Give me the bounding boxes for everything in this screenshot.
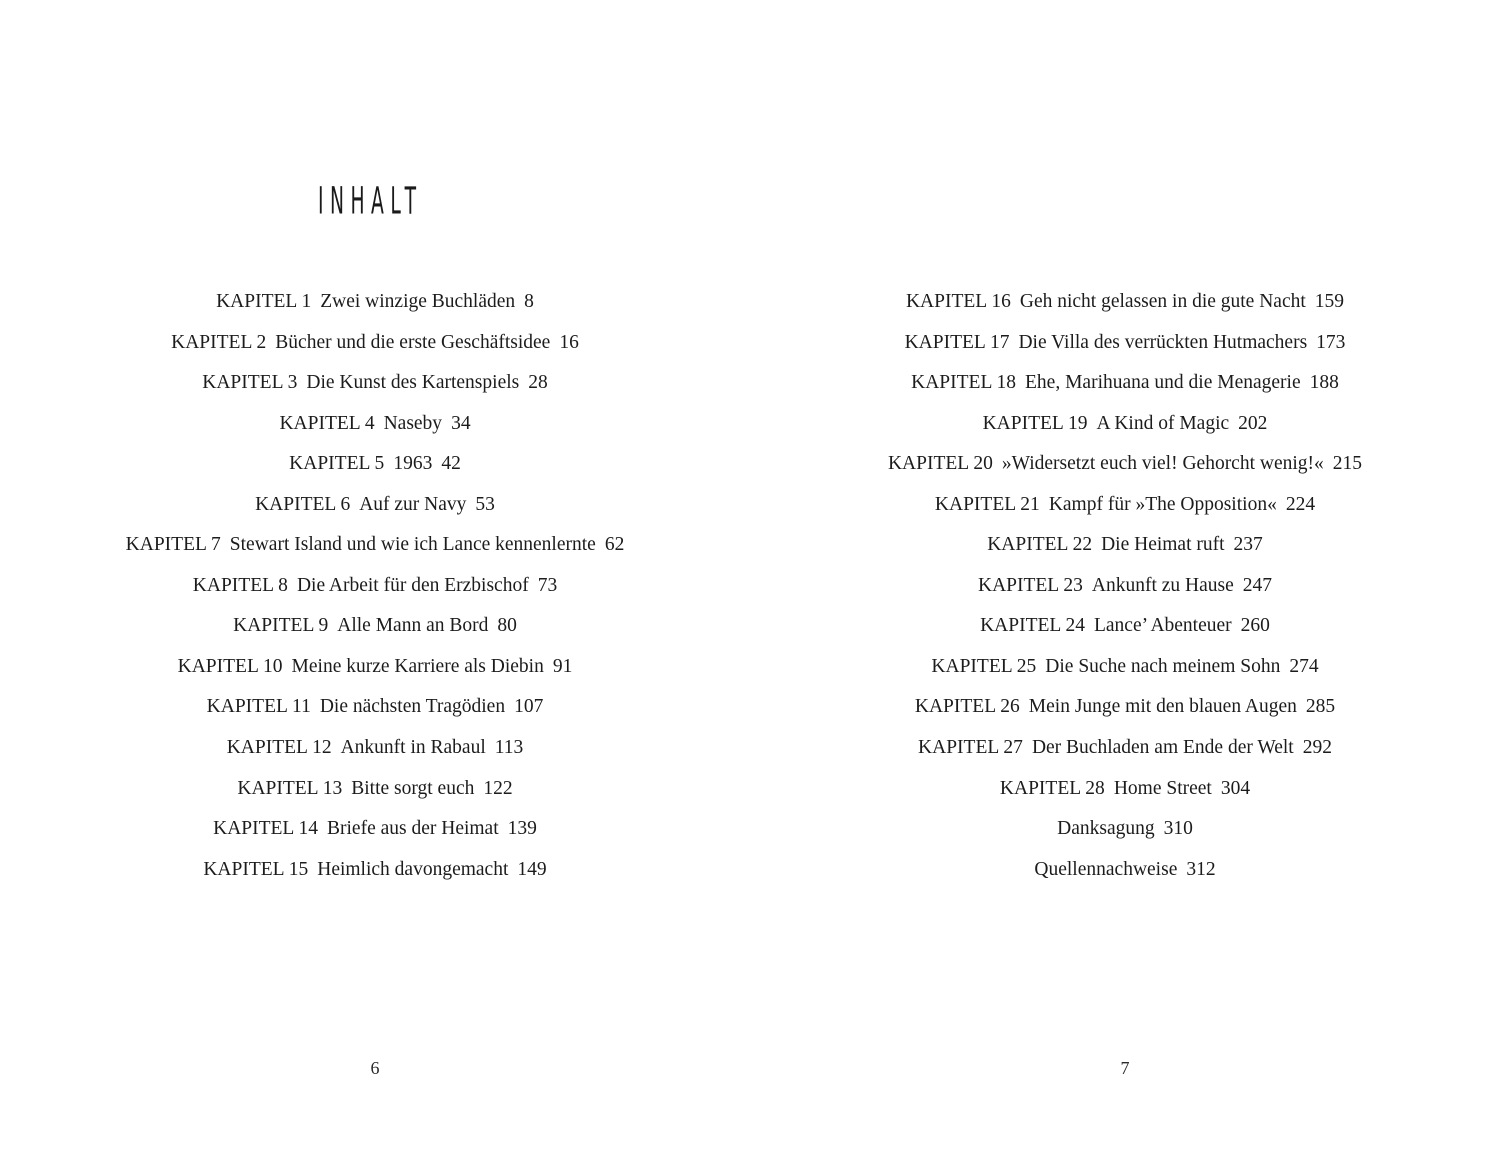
chapter-page-number: 139 bbox=[507, 818, 537, 840]
chapter-page-number: 73 bbox=[537, 574, 558, 596]
chapter-label: KAPITEL 7 bbox=[125, 534, 221, 556]
toc-entry bbox=[0, 850, 750, 891]
chapter-title: Der Buchladen am Ende der Welt bbox=[1031, 737, 1294, 759]
chapter-label: KAPITEL 22 bbox=[987, 534, 1093, 556]
toc-entry bbox=[750, 566, 1500, 607]
toc-entry bbox=[0, 687, 750, 728]
chapter-title: Bücher und die erste Geschäftsidee bbox=[275, 331, 551, 353]
toc-entry bbox=[0, 606, 750, 647]
chapter-label: KAPITEL 4 bbox=[279, 412, 375, 434]
page-number-left: 6 bbox=[370, 1058, 380, 1078]
chapter-label: KAPITEL 8 bbox=[192, 574, 288, 596]
chapter-page-number: 274 bbox=[1289, 655, 1319, 677]
chapter-page-number: 113 bbox=[494, 737, 524, 759]
chapter-label: KAPITEL 17 bbox=[904, 331, 1010, 353]
chapter-page-number: 107 bbox=[514, 696, 544, 718]
chapter-label: KAPITEL 5 bbox=[289, 453, 385, 475]
chapter-label: KAPITEL 12 bbox=[226, 737, 332, 759]
chapter-title: Quellennachweise bbox=[1034, 858, 1178, 880]
chapter-title: Die nächsten Tragödien bbox=[319, 696, 506, 718]
chapter-label: KAPITEL 6 bbox=[255, 493, 351, 515]
chapter-label: KAPITEL 3 bbox=[202, 372, 298, 394]
chapter-title: Die Heimat ruft bbox=[1101, 534, 1225, 556]
chapter-label: KAPITEL 2 bbox=[171, 331, 267, 353]
chapter-page-number: 122 bbox=[483, 777, 513, 799]
chapter-page-number: 260 bbox=[1240, 615, 1270, 637]
toc-entry bbox=[750, 606, 1500, 647]
chapter-title: Geh nicht gelassen in die gute Nacht bbox=[1019, 291, 1306, 312]
chapter-label: KAPITEL 1 bbox=[216, 291, 312, 312]
chapter-label: KAPITEL 23 bbox=[977, 574, 1083, 596]
page-number-right: 7 bbox=[1120, 1058, 1130, 1078]
chapter-page-number: 310 bbox=[1163, 818, 1193, 840]
toc-entry bbox=[750, 525, 1500, 566]
toc-entry bbox=[0, 363, 750, 404]
chapter-page-number: 34 bbox=[451, 412, 471, 434]
chapter-title: Bitte sorgt euch bbox=[351, 777, 475, 799]
chapter-page-number: 16 bbox=[559, 331, 579, 353]
toc-entry bbox=[750, 769, 1500, 810]
chapter-label: KAPITEL 28 bbox=[999, 777, 1105, 799]
chapter-title: Die Villa des verrückten Hutmachers bbox=[1018, 331, 1308, 353]
chapter-label: KAPITEL 18 bbox=[911, 372, 1017, 394]
chapter-page-number: 149 bbox=[517, 858, 547, 880]
toc-entry bbox=[750, 647, 1500, 688]
chapter-page-number: 42 bbox=[441, 453, 461, 475]
chapter-title: Home Street bbox=[1113, 777, 1212, 799]
chapter-title: Kampf für »The Opposition« bbox=[1048, 493, 1277, 515]
chapter-label: KAPITEL 16 bbox=[905, 291, 1011, 312]
chapter-label: KAPITEL 10 bbox=[177, 655, 283, 677]
chapter-label: KAPITEL 27 bbox=[918, 737, 1023, 759]
toc-entry bbox=[0, 282, 750, 323]
chapter-page-number: 53 bbox=[475, 493, 495, 515]
toc-entry bbox=[750, 728, 1500, 769]
toc-entry bbox=[0, 485, 750, 526]
toc-entry bbox=[0, 444, 750, 485]
chapter-label: KAPITEL 20 bbox=[887, 453, 993, 475]
toc-entry bbox=[750, 809, 1500, 850]
chapter-title: Ankunft zu Hause bbox=[1091, 574, 1234, 596]
chapter-title: Heimlich davongemacht bbox=[317, 858, 509, 880]
chapter-title: Mein Junge mit den blauen Augen bbox=[1028, 696, 1297, 718]
chapter-label: KAPITEL 25 bbox=[931, 655, 1037, 677]
chapter-title: Lance’ Abenteuer bbox=[1093, 615, 1232, 637]
chapter-page-number: 292 bbox=[1302, 737, 1332, 759]
toc-entry bbox=[750, 282, 1500, 323]
chapter-title: Stewart Island und wie ich Lance kennenlernte bbox=[229, 534, 596, 556]
chapter-title: Die Suche nach meinem Sohn bbox=[1045, 655, 1281, 677]
chapter-title: Auf zur Navy bbox=[359, 493, 467, 515]
toc-entry bbox=[750, 404, 1500, 445]
chapter-title: Die Arbeit für den Erzbischof bbox=[296, 574, 529, 596]
chapter-page-number: 285 bbox=[1305, 696, 1336, 718]
chapter-title: Briefe aus der Heimat bbox=[327, 818, 499, 840]
toc-entry bbox=[750, 485, 1500, 526]
chapter-title: »Widersetzt euch viel! Gehorcht wenig!« bbox=[1001, 453, 1324, 475]
chapter-title: Die Kunst des Kartenspiels bbox=[306, 372, 520, 394]
chapter-title: Alle Mann an Bord bbox=[337, 615, 489, 637]
chapter-page-number: 173 bbox=[1316, 331, 1346, 353]
chapter-title: Ehe, Marihuana und die Menagerie bbox=[1025, 372, 1301, 394]
chapter-label: KAPITEL 19 bbox=[982, 412, 1088, 434]
toc-entry bbox=[0, 323, 750, 364]
chapter-title: Ankunft in Rabaul bbox=[340, 737, 486, 759]
toc-entry bbox=[750, 850, 1500, 891]
chapter-page-number: 188 bbox=[1309, 372, 1339, 394]
chapter-page-number: 8 bbox=[524, 291, 534, 312]
chapter-label: KAPITEL 26 bbox=[914, 696, 1020, 718]
right-page bbox=[750, 0, 1500, 1167]
chapter-label: KAPITEL 14 bbox=[213, 818, 318, 840]
chapter-page-number: 62 bbox=[604, 534, 625, 556]
toc-entry bbox=[750, 363, 1500, 404]
chapter-page-number: 312 bbox=[1186, 858, 1216, 880]
chapter-title: Zwei winzige Buchläden bbox=[320, 291, 516, 312]
chapter-page-number: 159 bbox=[1314, 291, 1345, 312]
chapter-page-number: 224 bbox=[1285, 493, 1316, 515]
toc-list-right bbox=[750, 282, 1500, 890]
toc-entry bbox=[750, 687, 1500, 728]
chapter-label: KAPITEL 21 bbox=[934, 493, 1040, 515]
chapter-page-number: 28 bbox=[528, 372, 548, 394]
toc-entry bbox=[0, 566, 750, 607]
chapter-title: Meine kurze Karriere als Diebin bbox=[291, 655, 544, 677]
chapter-page-number: 80 bbox=[497, 615, 517, 637]
chapter-label: KAPITEL 15 bbox=[203, 858, 309, 880]
chapter-title: Naseby bbox=[383, 412, 443, 434]
chapter-page-number: 215 bbox=[1332, 453, 1363, 475]
chapter-label: KAPITEL 11 bbox=[206, 696, 311, 718]
chapter-title: A Kind of Magic bbox=[1096, 412, 1230, 434]
chapter-page-number: 202 bbox=[1238, 412, 1268, 434]
toc-entry bbox=[0, 404, 750, 445]
chapter-page-number: 237 bbox=[1233, 534, 1263, 556]
chapter-label: KAPITEL 24 bbox=[980, 615, 1085, 637]
toc-entry bbox=[0, 809, 750, 850]
toc-entry bbox=[0, 728, 750, 769]
toc-entry bbox=[0, 769, 750, 810]
chapter-page-number: 247 bbox=[1242, 574, 1273, 596]
toc-entry bbox=[750, 444, 1500, 485]
toc-entry bbox=[0, 525, 750, 566]
toc-entry bbox=[750, 323, 1500, 364]
chapter-page-number: 304 bbox=[1220, 777, 1251, 799]
chapter-page-number: 91 bbox=[552, 655, 573, 677]
toc-list-left bbox=[0, 282, 750, 890]
contents-title: INHALT bbox=[318, 180, 423, 224]
chapter-title: Danksagung bbox=[1057, 818, 1155, 840]
chapter-title: 1963 bbox=[393, 453, 433, 475]
toc-entry bbox=[0, 647, 750, 688]
chapter-label: KAPITEL 9 bbox=[233, 615, 329, 637]
chapter-label: KAPITEL 13 bbox=[237, 777, 343, 799]
